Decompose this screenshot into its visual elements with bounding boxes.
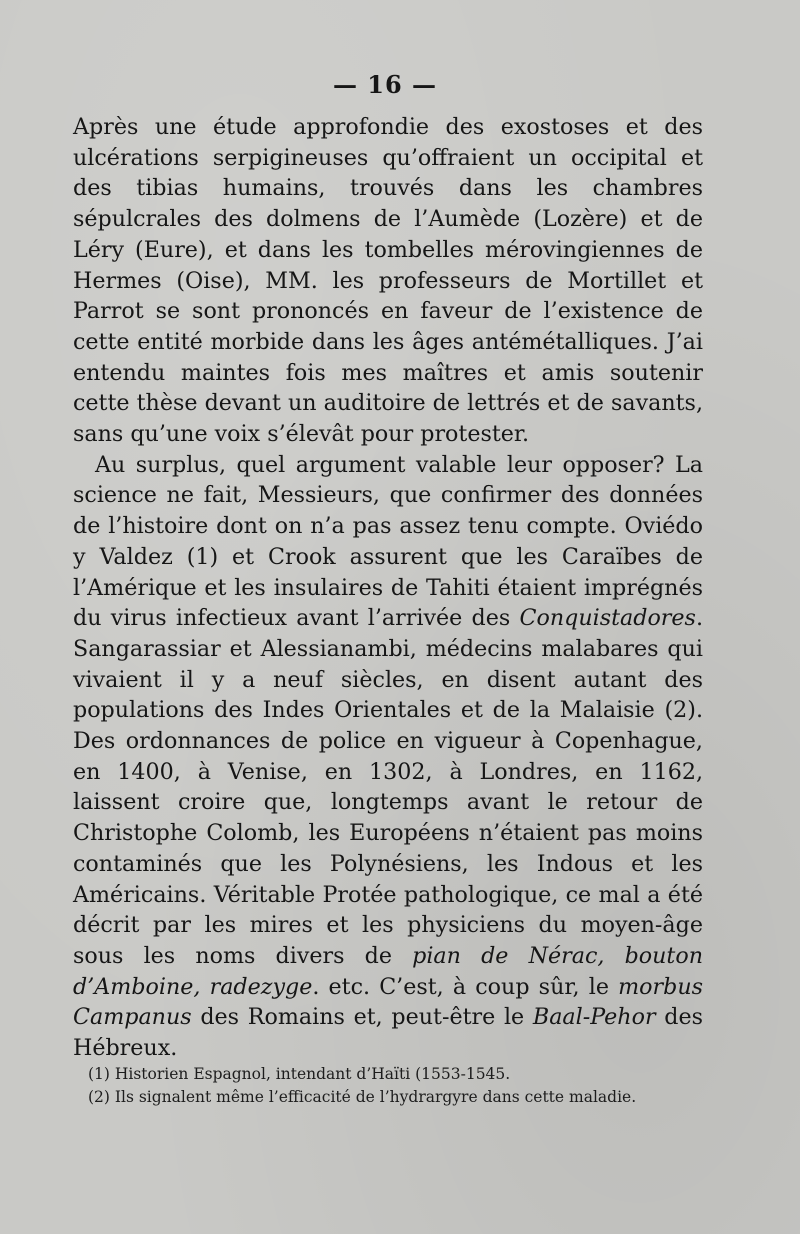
footnote-2: (2) Ils signalent même l’efficacité de l’hydrargyre dans cette maladie.	[88, 1088, 637, 1106]
italic-morbus-campanus: morbus Campanus	[73, 973, 703, 1031]
paragraph-2-text-4: des Romains et, peut-être le	[191, 1004, 533, 1031]
footnotes	[73, 1063, 703, 1109]
italic-disease-names: pian de Nérac, bouton d’Amboine, radezyge	[73, 942, 703, 1000]
footnote-1: (1) Historien Espagnol, intendant d’Haïti (1553-1545.	[88, 1065, 511, 1083]
paragraph-2-text-5: des Hébreux.	[73, 1004, 703, 1062]
paragraph-1-text: Après une étude approfondie des exostoses et des ulcérations serpigineuses qu’offraient un occipital et des tibias humains, trouvés dans les chambres sépulcrales des dolmens de l’Aumède (Lozère) et de Léry (Eure), et dans les tombelles mérovingiennes de Hermes (Oise), MM. les professeurs de Mortillet et Parrot se sont prononcés en faveur de l’existence de cette entité morbide dans les âges antémétalliques. J’ai entendu maintes fois mes maîtres et amis soutenir cette thèse devant un auditoire de lettrés et de savants, sans qu’une voix s’élevât pour protester.	[73, 114, 703, 448]
paragraph-1	[73, 112, 703, 450]
italic-baal-pehor: Baal-Pehor	[532, 1004, 656, 1031]
paragraph-2	[73, 450, 703, 1064]
paragraph-2-text-2: . Sangarassiar et Alessianambi, médecins malabares qui vivaient il y a neuf siècles, en disent autant des populations des Indes Orientales et de la Malaisie (2). Des ordonnances de police en vigueur à Copenhague, en 1400, à Venise, en 1302, à Londres, en 1162, laissent croire que, longtemps avant le retour de Christophe Colomb, les Européens n’étaient pas moins contaminés que les Polynésiens, les Indous et les Américains. Véritable Protée pathologique, ce mal a été décrit par les mires et les physiciens du moyen-âge sous les noms divers de	[73, 605, 703, 969]
paragraph-2-text-1: Au surplus, quel argument valable leur opposer? La science ne fait, Messieurs, que confirmer des données de l’histoire dont on n’a pas assez tenu compte. Oviédo y Valdez (1) et Crook assurent que les Caraïbes de l’Amérique et les insulaires de Tahiti étaient imprégnés du virus infectieux avant l’arrivée des	[73, 451, 703, 632]
paragraph-2-text-3: . etc. C’est, à coup sûr, le	[312, 973, 619, 1000]
page-number: — 16 —	[332, 70, 438, 99]
body-text	[73, 112, 703, 1064]
italic-conquistadores: Conquistadores	[519, 605, 696, 632]
